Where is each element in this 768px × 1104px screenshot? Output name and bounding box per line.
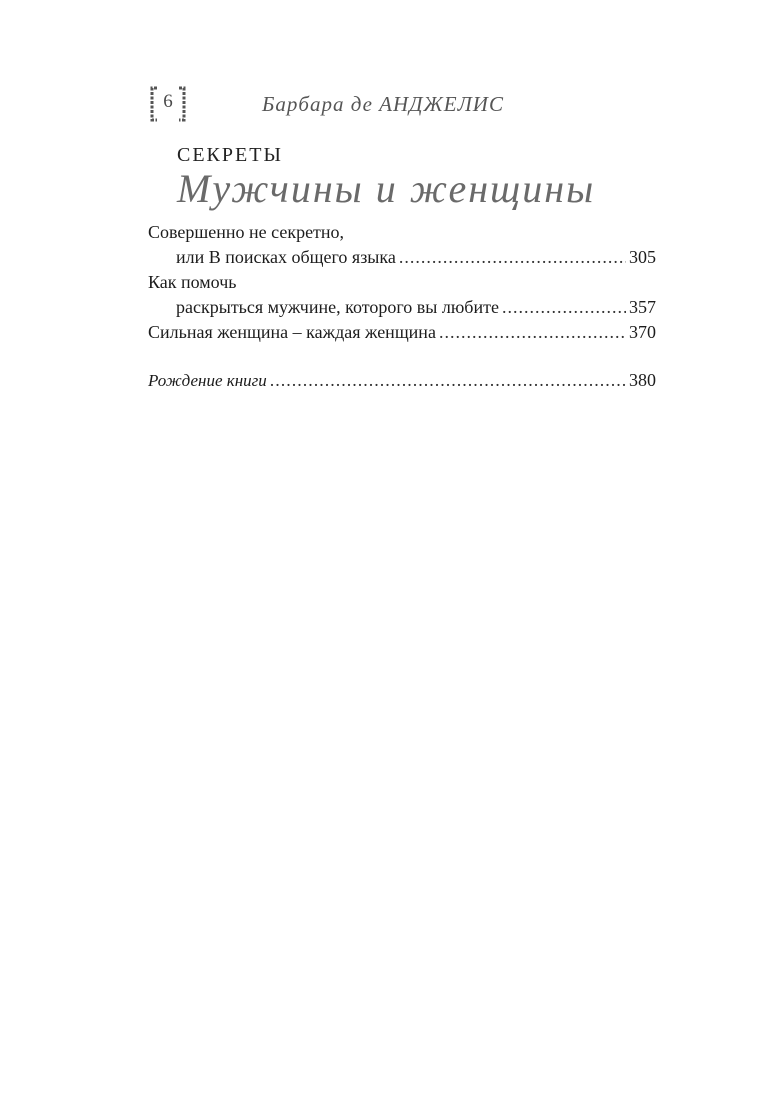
toc-entry-2-title: раскрыться мужчине, которого вы любите [176,297,499,317]
toc-leader-dots [399,245,626,270]
toc-entry-3-title: Сильная женщина – каждая женщина [148,322,436,342]
toc-leader-dots [439,320,626,345]
toc-entry-1[interactable] [148,245,656,270]
page-number: 6 [163,91,173,112]
toc-entry-3[interactable] [148,320,656,345]
toc-entry-2[interactable] [148,295,656,320]
toc-leader-dots [502,295,626,320]
toc-entry-3-page: 370 [629,322,656,342]
section-title-script: Мужчины и женщины [177,166,596,211]
toc-entry-1-page: 305 [629,247,656,267]
toc-entry-4-page: 380 [629,370,656,390]
toc-entry-4-title: Рождение книги [148,371,267,390]
table-of-contents [148,220,656,393]
toc-spacer [148,345,656,368]
toc-entry-2-line-1: Как помочь [148,272,237,292]
toc-leader-dots [270,368,626,393]
toc-entry-1-title: или В поисках общего языка [176,247,396,267]
toc-entry-4[interactable] [148,368,656,393]
running-head-author: Барбара де АНДЖЕЛИС [262,92,504,116]
section-title-caps: СЕКРЕТЫ [177,144,283,166]
toc-entry-2-page: 357 [629,297,656,317]
page-number-frame [149,85,187,123]
toc-entry-1-line-1: Совершенно не секретно, [148,222,345,242]
